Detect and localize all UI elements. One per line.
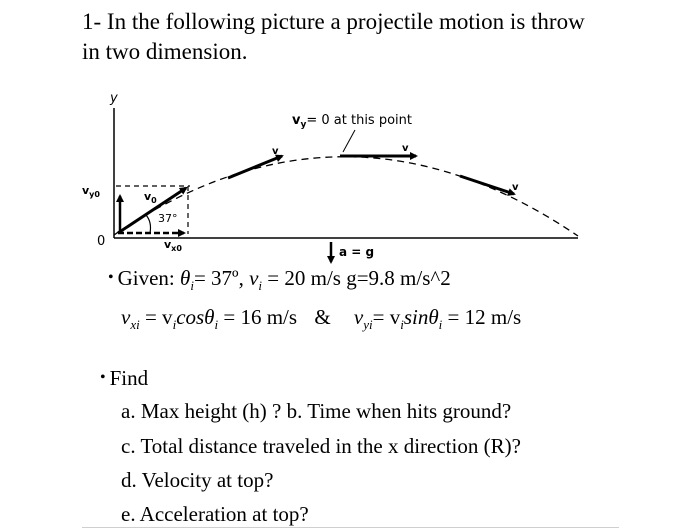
find-heading: • Find (100, 366, 149, 390)
y-axis-label: y (110, 91, 118, 106)
bullet: • (108, 269, 114, 286)
question-title-line-1: 1- In the following picture a projectile motion is throw (82, 9, 585, 34)
velocity-arrow-falling (460, 176, 514, 194)
find-item-e: e. Acceleration at top? (121, 502, 309, 526)
given-line-2: $v_{xi} = v_i\cos\theta_i = 16$ m/s & $v_{yi}= v_i\sin\theta_i = 12$ m/s (121, 305, 522, 332)
vy0-label: $v_{y0}$ (82, 184, 100, 199)
question-title-line-2: in two dimension. (82, 39, 248, 64)
top-velocity-label: $v_y= 0$ at this point (292, 113, 412, 130)
acceleration-label: a = g (339, 245, 375, 259)
find-item-d: d. Velocity at top? (121, 468, 274, 492)
trajectory-path (114, 157, 578, 236)
bottom-divider (82, 527, 619, 528)
v0-label: $v_0$ (144, 190, 157, 205)
top-label-pointer (343, 130, 355, 152)
vx0-label: $v_{x0}$ (164, 238, 182, 253)
origin-label: 0 (97, 234, 106, 249)
angle-label: 37° (158, 212, 178, 225)
velocity-label-top: v (402, 143, 409, 154)
v0-arrow (118, 188, 186, 233)
given-line-1: • Given: $\theta_i=$ 37º, $v_i = 20$ m/s g=9.8 m/s^2 (108, 266, 451, 293)
bullet: • (100, 369, 106, 386)
find-item-a-b: a. Max height (h) ? b. Time when hits ground? (121, 399, 512, 423)
velocity-label-falling: v (512, 182, 519, 193)
velocity-arrow-rising (228, 156, 282, 178)
angle-arc (146, 215, 151, 233)
find-item-c: c. Total distance traveled in the x direction (R)? (121, 434, 521, 458)
velocity-label-rising: v (272, 146, 279, 157)
